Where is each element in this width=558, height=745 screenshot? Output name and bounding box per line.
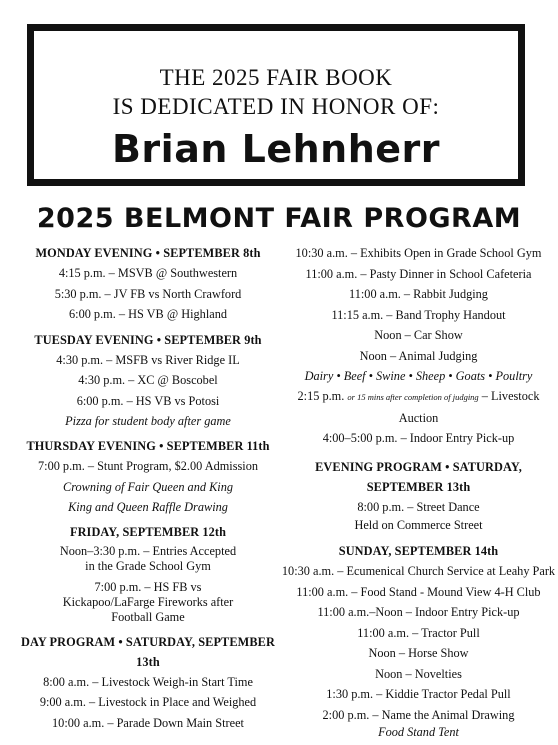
sunday-section <box>279 541 558 740</box>
schedule-note: Food Stand Tent <box>378 725 459 739</box>
schedule-item: 4:30 p.m. – XC @ Boscobel <box>78 373 218 387</box>
section-heading: THURSDAY EVENING • SEPTEMBER 11th <box>26 439 270 453</box>
section-heading: FRIDAY, SEPTEMBER 12th <box>69 524 227 539</box>
schedule-item: 9:00 a.m. – Livestock in Place and Weighed <box>39 695 257 709</box>
schedule-item: 11:00 a.m.–Noon – Indoor Entry Pick-up <box>317 605 520 619</box>
schedule-note: Crowning of Fair Queen and King <box>63 479 233 494</box>
left-column <box>14 243 282 738</box>
schedule-item: 8:00 p.m. – Street Dance <box>357 499 480 514</box>
animal-list-note: Dairy • Beef • Swine • Sheep • Goats • Poultry <box>304 369 533 383</box>
dedication-box <box>27 24 525 186</box>
schedule-item: 10:30 a.m. – Ecumenical Church Service at Leahy Park <box>281 564 556 578</box>
schedule-item: 11:00 a.m. – Rabbit Judging <box>349 287 488 301</box>
program-title: 2025 BELMONT FAIR PROGRAM <box>36 203 522 234</box>
schedule-item: 11:00 a.m. – Pasty Dinner in School Cafeteria <box>305 266 532 281</box>
schedule-item: Noon–3:30 p.m. – Entries Accepted in the Grade School Gym <box>59 543 237 573</box>
schedule-item: 4:15 p.m. – MSVB @ Southwestern <box>58 266 238 280</box>
friday-section <box>14 522 282 627</box>
tuesday-section <box>14 330 282 432</box>
section-heading: MONDAY EVENING • SEPTEMBER 8th <box>35 246 261 260</box>
schedule-item: Held on Commerce Street <box>354 518 483 532</box>
schedule-item: 5:30 p.m. – JV FB vs North Crawford <box>54 286 242 301</box>
auction-item <box>279 386 558 428</box>
schedule-item: 10:30 a.m. – Exhibits Open in Grade School Gym <box>295 246 542 260</box>
right-column <box>279 243 558 745</box>
section-heading: DAY PROGRAM • SATURDAY, SEPTEMBER 13th <box>21 634 275 669</box>
schedule-item: 2:00 p.m. – Name the Animal Drawing <box>322 707 515 722</box>
schedule-item: 11:00 a.m. – Tractor Pull <box>357 625 480 640</box>
schedule-note: King and Queen Raffle Drawing <box>68 499 228 514</box>
auction-label: – Livestock Auction <box>398 389 540 425</box>
schedule-item: 11:00 a.m. – Food Stand - Mound View 4-H Club <box>296 584 541 599</box>
schedule-item: 11:15 a.m. – Band Trophy Handout <box>331 307 506 322</box>
section-heading: EVENING PROGRAM • SATURDAY, SEPTEMBER 13th <box>315 459 522 494</box>
schedule-item: 6:00 p.m. – HS VB vs Potosi <box>76 393 220 408</box>
auction-time: 2:15 p.m. <box>297 389 345 403</box>
schedule-item: 6:00 p.m. – HS VB @ Highland <box>69 307 227 321</box>
schedule-item: 7:00 p.m. – Stunt Program, $2.00 Admission <box>38 459 258 473</box>
schedule-item: 7:00 p.m. – HS FB vs Kickapoo/LaFarge Fireworks after Football Game <box>62 579 234 624</box>
schedule-item: 1:30 p.m. – Kiddie Tractor Pedal Pull <box>326 687 511 701</box>
schedule-item: 4:30 p.m. – MSFB vs River Ridge IL <box>56 352 240 367</box>
saturday-evening-section <box>279 457 558 534</box>
section-heading: SUNDAY, SEPTEMBER 14th <box>338 544 499 558</box>
thursday-section <box>14 436 282 517</box>
schedule-item: 8:00 a.m. – Livestock Weigh-in Start Time <box>43 674 253 689</box>
auction-condition: or 15 mins after completion of judging <box>347 392 479 402</box>
dedication-name: Brian Lehnherr <box>111 127 441 171</box>
schedule-item: 4:00–5:00 p.m. – Indoor Entry Pick-up <box>322 431 515 445</box>
schedule-item: 10:00 a.m. – Parade Down Main Street <box>52 715 244 730</box>
schedule-item: Noon – Horse Show <box>368 646 469 660</box>
dedication-line-1: THE 2025 FAIR BOOK <box>159 65 393 90</box>
schedule-item: Noon – Car Show <box>374 328 463 342</box>
monday-section <box>14 243 282 325</box>
schedule-item: Noon – Novelties <box>375 666 462 681</box>
section-heading: TUESDAY EVENING • SEPTEMBER 9th <box>34 332 262 347</box>
schedule-note: Pizza for student body after game <box>65 414 231 428</box>
saturday-continued-section <box>279 243 558 449</box>
dedication-line-2: IS DEDICATED IN HONOR OF: <box>112 94 440 119</box>
saturday-day-section <box>14 632 282 734</box>
schedule-item: Noon – Animal Judging <box>359 348 478 363</box>
